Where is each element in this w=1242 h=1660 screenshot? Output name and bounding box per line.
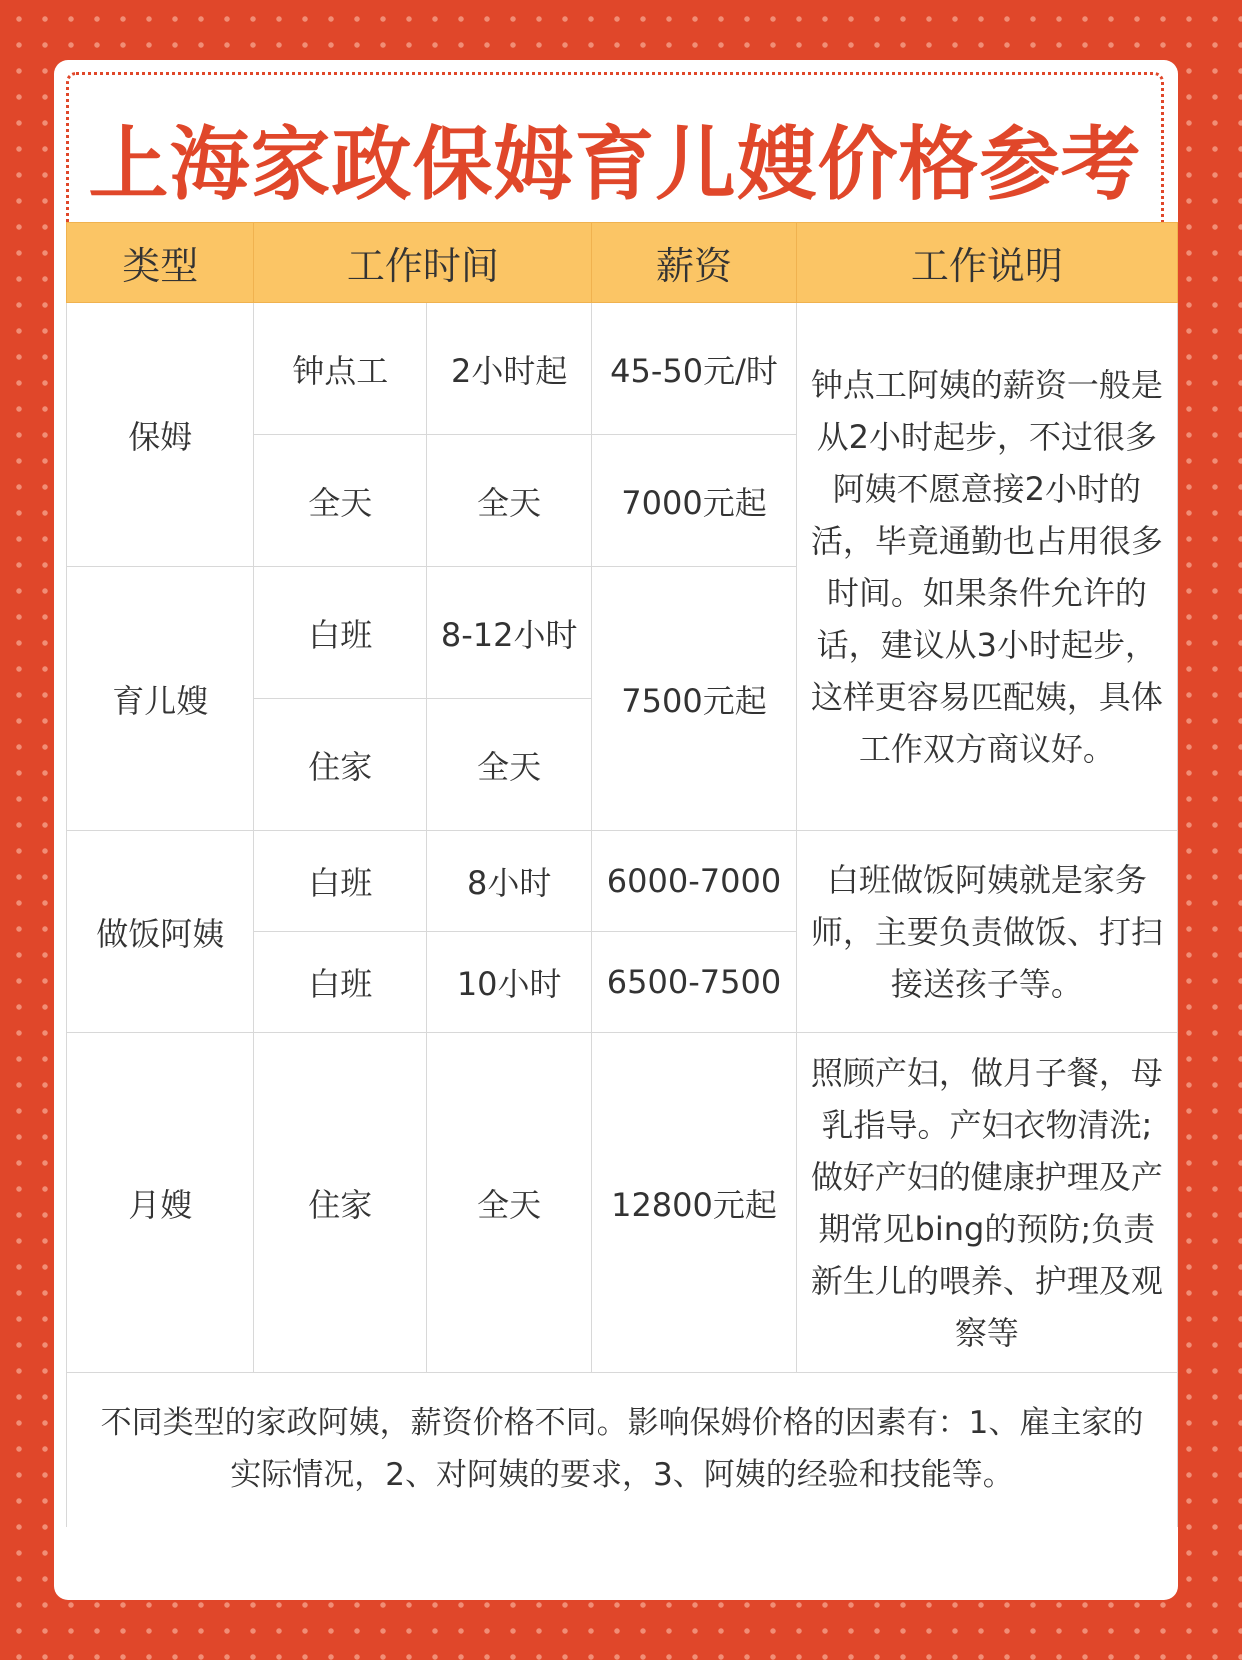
type-yuersao: 育儿嫂 (67, 567, 254, 831)
shift-cell: 住家 (254, 699, 427, 831)
hours-cell: 2小时起 (427, 303, 592, 435)
shift-cell: 白班 (254, 831, 427, 932)
table-row (67, 1033, 1178, 1373)
type-yuesao: 月嫂 (67, 1033, 254, 1373)
type-cook: 做饭阿姨 (67, 831, 254, 1033)
table-header-row (67, 223, 1178, 303)
salary-cell: 12800元起 (592, 1033, 796, 1373)
description-hourly: 钟点工阿姨的薪资一般是从2小时起步，不过很多阿姨不愿意接2小时的活，毕竟通勤也占用很多时间。如果条件允许的话，建议从3小时起步，这样更容易匹配姨，具体工作双方商议好。 (796, 303, 1177, 831)
table-row (67, 831, 1178, 932)
description-cook: 白班做饭阿姨就是家务师，主要负责做饭、打扫接送孩子等。 (796, 831, 1177, 1033)
header-hours: 工作时间 (254, 223, 592, 303)
description-yuesao: 照顾产妇，做月子餐，母乳指导。产妇衣物清洗;做好产妇的健康护理及产期常见bing的预防;负责新生儿的喂养、护理及观察等 (796, 1033, 1177, 1373)
shift-cell: 全天 (254, 435, 427, 567)
price-table (66, 222, 1178, 1527)
shift-cell: 住家 (254, 1033, 427, 1373)
hours-cell: 10小时 (427, 932, 592, 1033)
header-salary: 薪资 (592, 223, 796, 303)
salary-cell: 6500-7500 (592, 932, 796, 1033)
hours-cell: 8小时 (427, 831, 592, 932)
footer-note: 不同类型的家政阿姨，薪资价格不同。影响保姆价格的因素有：1、雇主家的实际情况，2、对阿姨的要求，3、阿姨的经验和技能等。 (67, 1373, 1178, 1527)
shift-cell: 白班 (254, 567, 427, 699)
shift-cell: 钟点工 (254, 303, 427, 435)
type-baomu: 保姆 (67, 303, 254, 567)
shift-cell: 白班 (254, 932, 427, 1033)
salary-cell: 6000-7000 (592, 831, 796, 932)
salary-cell: 7000元起 (592, 435, 796, 567)
hours-cell: 全天 (427, 699, 592, 831)
header-type: 类型 (67, 223, 254, 303)
salary-cell: 7500元起 (592, 567, 796, 831)
salary-cell: 45-50元/时 (592, 303, 796, 435)
hours-cell: 全天 (427, 1033, 592, 1373)
hours-cell: 全天 (427, 435, 592, 567)
footer-row (67, 1373, 1178, 1527)
content-card (54, 60, 1178, 1600)
table-row (67, 303, 1178, 435)
header-description: 工作说明 (796, 223, 1177, 303)
page-title: 上海家政保姆育儿嫂价格参考 (88, 118, 1142, 211)
hours-cell: 8-12小时 (427, 567, 592, 699)
